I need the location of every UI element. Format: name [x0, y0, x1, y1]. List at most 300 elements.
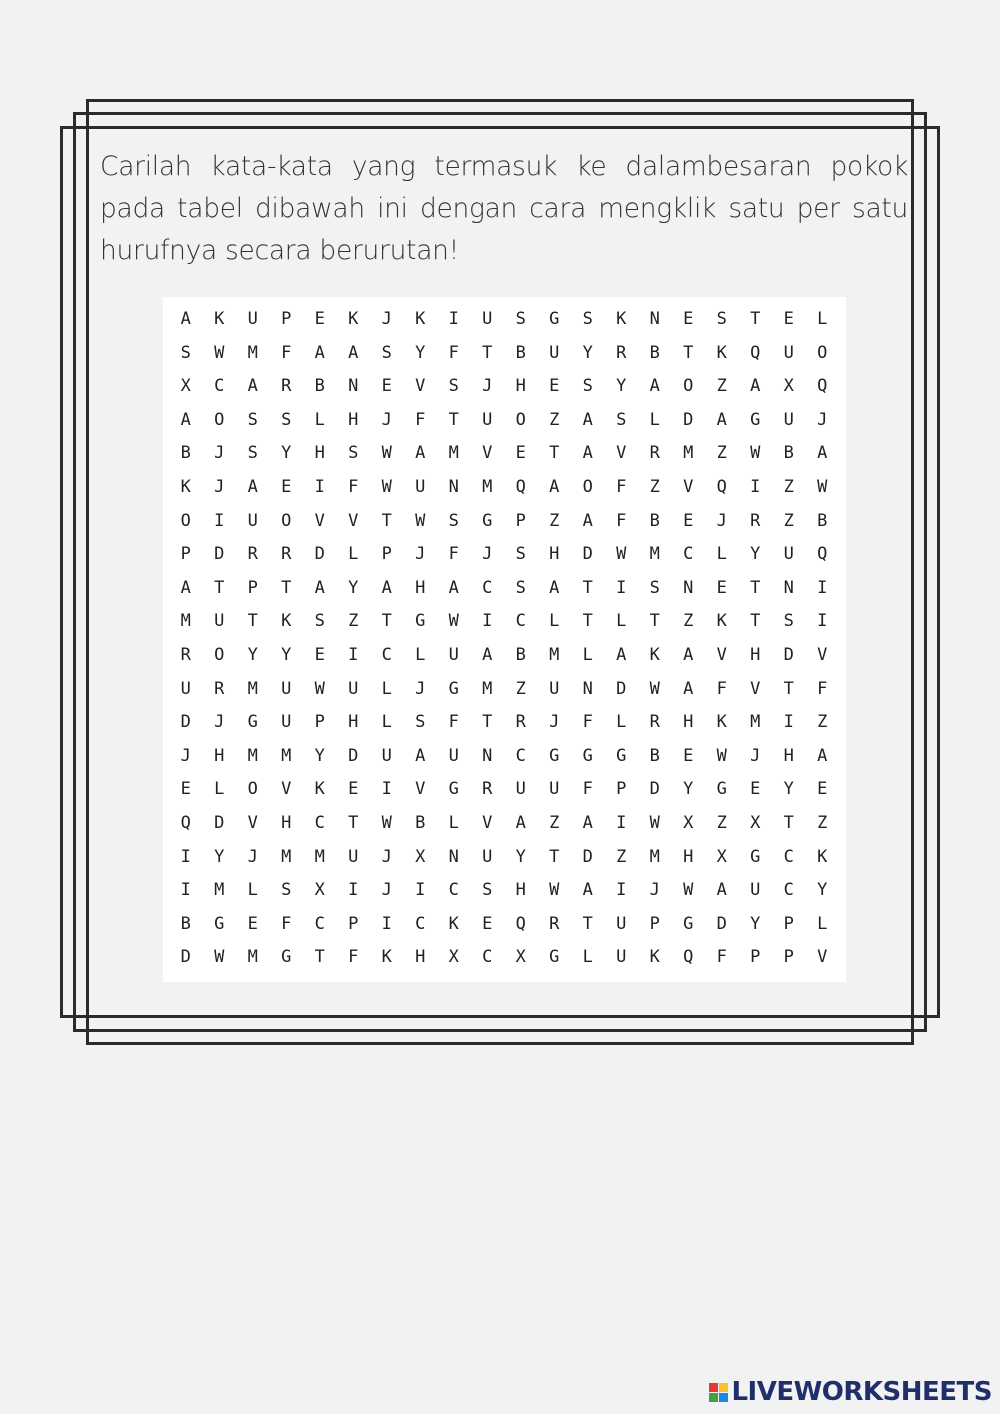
grid-letter-cell[interactable]: M — [214, 880, 225, 901]
grid-letter-cell[interactable]: Z — [348, 611, 359, 632]
grid-letter-cell[interactable]: R — [649, 712, 660, 733]
grid-letter-cell[interactable]: S — [281, 409, 292, 430]
grid-letter-cell[interactable]: U — [281, 712, 292, 733]
grid-letter-cell[interactable]: H — [683, 712, 694, 733]
grid-letter-cell[interactable]: T — [582, 913, 593, 934]
grid-letter-cell[interactable]: P — [381, 544, 392, 565]
grid-letter-cell[interactable]: G — [549, 309, 560, 329]
grid-letter-cell[interactable]: R — [549, 913, 560, 934]
grid-letter-cell[interactable]: K — [649, 947, 660, 968]
grid-letter-cell[interactable]: H — [348, 712, 359, 733]
grid-letter-cell[interactable]: R — [750, 510, 761, 531]
grid-letter-cell[interactable]: D — [180, 947, 191, 968]
grid-letter-cell[interactable]: Q — [817, 376, 828, 397]
grid-letter-cell[interactable]: Z — [716, 443, 727, 464]
grid-letter-cell[interactable]: K — [415, 309, 426, 329]
grid-letter-cell[interactable]: V — [683, 476, 694, 497]
grid-letter-cell[interactable]: F — [348, 947, 359, 968]
grid-letter-cell[interactable]: B — [314, 376, 325, 397]
grid-letter-cell[interactable]: U — [448, 745, 459, 766]
grid-letter-cell[interactable]: T — [281, 577, 292, 598]
grid-letter-cell[interactable]: Z — [817, 712, 828, 733]
grid-letter-cell[interactable]: S — [582, 376, 593, 397]
grid-letter-cell[interactable]: G — [549, 745, 560, 766]
grid-letter-cell[interactable]: V — [482, 443, 493, 464]
grid-letter-cell[interactable]: A — [415, 745, 426, 766]
grid-letter-cell[interactable]: U — [214, 611, 225, 632]
grid-letter-cell[interactable]: W — [381, 812, 392, 833]
grid-letter-cell[interactable]: C — [783, 846, 794, 867]
grid-letter-cell[interactable]: V — [247, 812, 258, 833]
grid-letter-cell[interactable]: C — [381, 644, 392, 665]
grid-letter-cell[interactable]: B — [515, 342, 526, 363]
grid-letter-cell[interactable]: M — [683, 443, 694, 464]
grid-letter-cell[interactable]: U — [783, 544, 794, 565]
grid-letter-cell[interactable]: E — [381, 376, 392, 397]
grid-letter-cell[interactable]: K — [716, 712, 727, 733]
grid-letter-cell[interactable]: L — [549, 611, 560, 632]
grid-letter-cell[interactable]: B — [180, 913, 191, 934]
grid-letter-cell[interactable]: D — [683, 409, 694, 430]
grid-letter-cell[interactable]: V — [817, 947, 828, 968]
grid-letter-cell[interactable]: W — [549, 880, 560, 901]
grid-letter-cell[interactable]: Z — [783, 510, 794, 531]
grid-letter-cell[interactable]: J — [482, 376, 493, 397]
grid-letter-cell[interactable]: U — [549, 678, 560, 699]
grid-letter-cell[interactable]: E — [549, 376, 560, 397]
grid-letter-cell[interactable]: W — [649, 678, 660, 699]
grid-letter-cell[interactable]: H — [783, 745, 794, 766]
grid-letter-cell[interactable]: A — [716, 409, 727, 430]
grid-letter-cell[interactable]: L — [348, 544, 359, 565]
grid-letter-cell[interactable]: A — [180, 309, 191, 329]
grid-letter-cell[interactable]: J — [415, 544, 426, 565]
grid-letter-cell[interactable]: B — [649, 342, 660, 363]
grid-letter-cell[interactable]: V — [415, 376, 426, 397]
grid-letter-cell[interactable]: T — [750, 577, 761, 598]
grid-letter-cell[interactable]: G — [281, 947, 292, 968]
grid-letter-cell[interactable]: S — [448, 376, 459, 397]
grid-letter-cell[interactable]: R — [214, 678, 225, 699]
grid-letter-cell[interactable]: J — [381, 880, 392, 901]
grid-letter-cell[interactable]: J — [381, 846, 392, 867]
grid-letter-cell[interactable]: I — [381, 913, 392, 934]
grid-letter-cell[interactable]: E — [783, 309, 794, 329]
grid-letter-cell[interactable]: Z — [616, 846, 627, 867]
grid-letter-cell[interactable]: C — [683, 544, 694, 565]
grid-letter-cell[interactable]: S — [649, 577, 660, 598]
grid-letter-cell[interactable]: Z — [549, 812, 560, 833]
grid-letter-cell[interactable]: U — [247, 309, 258, 329]
grid-letter-cell[interactable]: E — [314, 644, 325, 665]
grid-letter-cell[interactable]: T — [750, 611, 761, 632]
grid-letter-cell[interactable]: H — [348, 409, 359, 430]
grid-letter-cell[interactable]: L — [214, 779, 225, 800]
grid-letter-cell[interactable]: P — [247, 577, 258, 598]
grid-letter-cell[interactable]: S — [616, 409, 627, 430]
grid-letter-cell[interactable]: V — [750, 678, 761, 699]
grid-letter-cell[interactable]: Y — [515, 846, 526, 867]
grid-letter-cell[interactable]: T — [549, 846, 560, 867]
grid-letter-cell[interactable]: Z — [817, 812, 828, 833]
grid-letter-cell[interactable]: C — [515, 745, 526, 766]
grid-letter-cell[interactable]: L — [415, 644, 426, 665]
grid-letter-cell[interactable]: T — [582, 611, 593, 632]
grid-letter-cell[interactable]: K — [180, 476, 191, 497]
grid-letter-cell[interactable]: W — [750, 443, 761, 464]
grid-letter-cell[interactable]: Z — [716, 812, 727, 833]
grid-letter-cell[interactable]: H — [515, 376, 526, 397]
grid-letter-cell[interactable]: U — [482, 846, 493, 867]
grid-letter-cell[interactable]: V — [817, 644, 828, 665]
grid-letter-cell[interactable]: Y — [616, 376, 627, 397]
grid-letter-cell[interactable]: Z — [515, 678, 526, 699]
grid-letter-cell[interactable]: B — [515, 644, 526, 665]
grid-letter-cell[interactable]: J — [214, 443, 225, 464]
grid-letter-cell[interactable]: W — [817, 476, 828, 497]
grid-letter-cell[interactable]: P — [649, 913, 660, 934]
grid-letter-cell[interactable]: U — [549, 342, 560, 363]
grid-letter-cell[interactable]: U — [482, 409, 493, 430]
grid-letter-cell[interactable]: K — [616, 309, 627, 329]
grid-letter-cell[interactable]: T — [214, 577, 225, 598]
grid-letter-cell[interactable]: Y — [783, 779, 794, 800]
grid-letter-cell[interactable]: B — [415, 812, 426, 833]
grid-letter-cell[interactable]: H — [415, 577, 426, 598]
grid-letter-cell[interactable]: E — [348, 779, 359, 800]
grid-letter-cell[interactable]: L — [616, 611, 627, 632]
grid-letter-cell[interactable]: W — [314, 678, 325, 699]
grid-letter-cell[interactable]: L — [582, 644, 593, 665]
grid-letter-cell[interactable]: A — [247, 376, 258, 397]
grid-letter-cell[interactable]: I — [314, 476, 325, 497]
grid-letter-cell[interactable]: A — [750, 376, 761, 397]
grid-letter-cell[interactable]: M — [482, 678, 493, 699]
grid-letter-cell[interactable]: X — [314, 880, 325, 901]
grid-letter-cell[interactable]: B — [649, 745, 660, 766]
grid-letter-cell[interactable]: K — [817, 846, 828, 867]
grid-letter-cell[interactable]: F — [716, 947, 727, 968]
grid-letter-cell[interactable]: S — [515, 577, 526, 598]
grid-letter-cell[interactable]: N — [649, 309, 660, 329]
grid-letter-cell[interactable]: F — [616, 476, 627, 497]
grid-letter-cell[interactable]: A — [817, 443, 828, 464]
grid-letter-cell[interactable]: V — [281, 779, 292, 800]
grid-letter-cell[interactable]: K — [348, 309, 359, 329]
grid-letter-cell[interactable]: L — [381, 678, 392, 699]
grid-letter-cell[interactable]: C — [214, 376, 225, 397]
grid-letter-cell[interactable]: X — [515, 947, 526, 968]
grid-letter-cell[interactable]: M — [482, 476, 493, 497]
grid-letter-cell[interactable]: F — [582, 712, 593, 733]
grid-letter-cell[interactable]: A — [314, 342, 325, 363]
grid-letter-cell[interactable]: D — [348, 745, 359, 766]
grid-letter-cell[interactable]: M — [649, 544, 660, 565]
grid-letter-cell[interactable]: F — [616, 510, 627, 531]
grid-letter-cell[interactable]: U — [348, 678, 359, 699]
grid-letter-cell[interactable]: X — [180, 376, 191, 397]
grid-letter-cell[interactable]: T — [247, 611, 258, 632]
grid-letter-cell[interactable]: F — [415, 409, 426, 430]
grid-letter-cell[interactable]: N — [348, 376, 359, 397]
grid-letter-cell[interactable]: G — [683, 913, 694, 934]
grid-letter-cell[interactable]: H — [214, 745, 225, 766]
grid-letter-cell[interactable]: K — [448, 913, 459, 934]
grid-letter-cell[interactable]: D — [716, 913, 727, 934]
grid-letter-cell[interactable]: I — [180, 846, 191, 867]
grid-letter-cell[interactable]: G — [616, 745, 627, 766]
grid-letter-cell[interactable]: Z — [649, 476, 660, 497]
grid-letter-cell[interactable]: W — [415, 510, 426, 531]
grid-letter-cell[interactable]: U — [549, 779, 560, 800]
grid-letter-cell[interactable]: E — [515, 443, 526, 464]
grid-letter-cell[interactable]: G — [750, 409, 761, 430]
grid-letter-cell[interactable]: S — [314, 611, 325, 632]
grid-letter-cell[interactable]: A — [582, 443, 593, 464]
grid-letter-cell[interactable]: R — [649, 443, 660, 464]
grid-letter-cell[interactable]: I — [817, 577, 828, 598]
grid-letter-cell[interactable]: R — [616, 342, 627, 363]
grid-letter-cell[interactable]: C — [515, 611, 526, 632]
grid-letter-cell[interactable]: I — [381, 779, 392, 800]
grid-letter-cell[interactable]: E — [683, 745, 694, 766]
grid-letter-cell[interactable]: E — [281, 476, 292, 497]
grid-letter-cell[interactable]: R — [482, 779, 493, 800]
grid-letter-cell[interactable]: S — [180, 342, 191, 363]
grid-letter-cell[interactable]: I — [415, 880, 426, 901]
grid-letter-cell[interactable]: R — [247, 544, 258, 565]
grid-letter-cell[interactable]: M — [281, 846, 292, 867]
grid-letter-cell[interactable]: S — [515, 544, 526, 565]
grid-letter-cell[interactable]: S — [783, 611, 794, 632]
grid-letter-cell[interactable]: A — [549, 577, 560, 598]
grid-letter-cell[interactable]: U — [616, 913, 627, 934]
grid-letter-cell[interactable]: X — [716, 846, 727, 867]
grid-letter-cell[interactable]: I — [817, 611, 828, 632]
grid-letter-cell[interactable]: G — [716, 779, 727, 800]
grid-letter-cell[interactable]: Z — [716, 376, 727, 397]
grid-letter-cell[interactable]: R — [180, 644, 191, 665]
grid-letter-cell[interactable]: G — [214, 913, 225, 934]
grid-letter-cell[interactable]: H — [314, 443, 325, 464]
grid-letter-cell[interactable]: I — [448, 309, 459, 329]
grid-letter-cell[interactable]: A — [683, 644, 694, 665]
grid-letter-cell[interactable]: M — [649, 846, 660, 867]
grid-letter-cell[interactable]: I — [482, 611, 493, 632]
grid-letter-cell[interactable]: C — [314, 913, 325, 934]
grid-letter-cell[interactable]: L — [582, 947, 593, 968]
grid-letter-cell[interactable]: P — [515, 510, 526, 531]
grid-letter-cell[interactable]: M — [750, 712, 761, 733]
grid-letter-cell[interactable]: J — [214, 712, 225, 733]
grid-letter-cell[interactable]: X — [783, 376, 794, 397]
grid-letter-cell[interactable]: G — [247, 712, 258, 733]
grid-letter-cell[interactable]: A — [683, 678, 694, 699]
grid-letter-cell[interactable]: J — [180, 745, 191, 766]
grid-letter-cell[interactable]: Y — [314, 745, 325, 766]
grid-letter-cell[interactable]: D — [180, 712, 191, 733]
grid-letter-cell[interactable]: G — [448, 678, 459, 699]
grid-letter-cell[interactable]: E — [247, 913, 258, 934]
grid-letter-cell[interactable]: Q — [180, 812, 191, 833]
grid-letter-cell[interactable]: A — [649, 376, 660, 397]
grid-letter-cell[interactable]: D — [616, 678, 627, 699]
grid-letter-cell[interactable]: L — [247, 880, 258, 901]
grid-letter-cell[interactable]: A — [549, 476, 560, 497]
grid-letter-cell[interactable]: E — [716, 577, 727, 598]
grid-letter-cell[interactable]: K — [281, 611, 292, 632]
grid-letter-cell[interactable]: Z — [683, 611, 694, 632]
grid-letter-cell[interactable]: O — [515, 409, 526, 430]
grid-letter-cell[interactable]: T — [783, 812, 794, 833]
grid-letter-cell[interactable]: P — [783, 947, 794, 968]
grid-letter-cell[interactable]: H — [415, 947, 426, 968]
grid-letter-cell[interactable]: W — [683, 880, 694, 901]
grid-letter-cell[interactable]: O — [281, 510, 292, 531]
grid-letter-cell[interactable]: S — [415, 712, 426, 733]
grid-letter-cell[interactable]: I — [348, 880, 359, 901]
grid-letter-cell[interactable]: F — [448, 712, 459, 733]
grid-letter-cell[interactable]: I — [616, 812, 627, 833]
grid-letter-cell[interactable]: O — [214, 644, 225, 665]
grid-letter-cell[interactable]: U — [448, 644, 459, 665]
grid-letter-cell[interactable]: D — [214, 544, 225, 565]
grid-letter-cell[interactable]: A — [616, 644, 627, 665]
grid-letter-cell[interactable]: A — [348, 342, 359, 363]
grid-letter-cell[interactable]: J — [549, 712, 560, 733]
grid-letter-cell[interactable]: Z — [549, 510, 560, 531]
grid-letter-cell[interactable]: N — [683, 577, 694, 598]
grid-letter-cell[interactable]: A — [582, 510, 593, 531]
grid-letter-cell[interactable]: W — [649, 812, 660, 833]
grid-letter-cell[interactable]: U — [515, 779, 526, 800]
grid-letter-cell[interactable]: A — [448, 577, 459, 598]
grid-letter-cell[interactable]: I — [180, 880, 191, 901]
grid-letter-cell[interactable]: Y — [281, 644, 292, 665]
grid-letter-cell[interactable]: H — [549, 544, 560, 565]
grid-letter-cell[interactable]: C — [314, 812, 325, 833]
grid-letter-cell[interactable]: F — [582, 779, 593, 800]
grid-letter-cell[interactable]: J — [381, 409, 392, 430]
grid-letter-cell[interactable]: H — [683, 846, 694, 867]
grid-letter-cell[interactable]: N — [783, 577, 794, 598]
grid-letter-cell[interactable]: T — [482, 342, 493, 363]
grid-letter-cell[interactable]: Y — [214, 846, 225, 867]
grid-letter-cell[interactable]: Y — [247, 644, 258, 665]
grid-letter-cell[interactable]: G — [448, 779, 459, 800]
grid-letter-cell[interactable]: A — [515, 812, 526, 833]
grid-letter-cell[interactable]: I — [750, 476, 761, 497]
grid-letter-cell[interactable]: S — [448, 510, 459, 531]
grid-letter-cell[interactable]: A — [482, 644, 493, 665]
grid-letter-cell[interactable]: U — [281, 678, 292, 699]
grid-letter-cell[interactable]: W — [448, 611, 459, 632]
grid-letter-cell[interactable]: O — [247, 779, 258, 800]
grid-letter-cell[interactable]: A — [582, 409, 593, 430]
grid-letter-cell[interactable]: L — [314, 409, 325, 430]
grid-letter-cell[interactable]: V — [616, 443, 627, 464]
grid-letter-cell[interactable]: C — [482, 947, 493, 968]
grid-letter-cell[interactable]: Y — [348, 577, 359, 598]
grid-letter-cell[interactable]: I — [214, 510, 225, 531]
grid-letter-cell[interactable]: D — [582, 544, 593, 565]
grid-letter-cell[interactable]: G — [582, 745, 593, 766]
grid-letter-cell[interactable]: D — [314, 544, 325, 565]
grid-letter-cell[interactable]: E — [750, 779, 761, 800]
grid-letter-cell[interactable]: J — [381, 309, 392, 329]
grid-letter-cell[interactable]: K — [716, 342, 727, 363]
grid-letter-cell[interactable]: U — [381, 745, 392, 766]
grid-letter-cell[interactable]: T — [750, 309, 761, 329]
grid-letter-cell[interactable]: T — [549, 443, 560, 464]
grid-letter-cell[interactable]: M — [549, 644, 560, 665]
grid-letter-cell[interactable]: A — [381, 577, 392, 598]
grid-letter-cell[interactable]: X — [750, 812, 761, 833]
grid-letter-cell[interactable]: M — [314, 846, 325, 867]
grid-letter-cell[interactable]: L — [381, 712, 392, 733]
grid-letter-cell[interactable]: V — [716, 644, 727, 665]
grid-letter-cell[interactable]: Q — [683, 947, 694, 968]
grid-letter-cell[interactable]: S — [281, 880, 292, 901]
grid-letter-cell[interactable]: M — [180, 611, 191, 632]
grid-letter-cell[interactable]: T — [381, 510, 392, 531]
grid-letter-cell[interactable]: J — [482, 544, 493, 565]
grid-letter-cell[interactable]: U — [783, 409, 794, 430]
grid-letter-cell[interactable]: J — [415, 678, 426, 699]
grid-letter-cell[interactable]: B — [817, 510, 828, 531]
grid-letter-cell[interactable]: S — [247, 409, 258, 430]
grid-letter-cell[interactable]: P — [750, 947, 761, 968]
grid-letter-cell[interactable]: A — [180, 409, 191, 430]
grid-letter-cell[interactable]: A — [180, 577, 191, 598]
grid-letter-cell[interactable]: T — [482, 712, 493, 733]
grid-letter-cell[interactable]: K — [716, 611, 727, 632]
grid-letter-cell[interactable]: W — [381, 476, 392, 497]
grid-letter-cell[interactable]: E — [180, 779, 191, 800]
grid-letter-cell[interactable]: K — [314, 779, 325, 800]
grid-letter-cell[interactable]: A — [716, 880, 727, 901]
grid-letter-cell[interactable]: T — [314, 947, 325, 968]
grid-letter-cell[interactable]: F — [817, 678, 828, 699]
grid-letter-cell[interactable]: S — [381, 342, 392, 363]
grid-letter-cell[interactable]: D — [214, 812, 225, 833]
grid-letter-cell[interactable]: J — [750, 745, 761, 766]
grid-letter-cell[interactable]: X — [683, 812, 694, 833]
grid-letter-cell[interactable]: R — [281, 544, 292, 565]
grid-letter-cell[interactable]: I — [348, 644, 359, 665]
grid-letter-cell[interactable]: U — [750, 880, 761, 901]
grid-letter-cell[interactable]: O — [214, 409, 225, 430]
grid-letter-cell[interactable]: V — [415, 779, 426, 800]
grid-letter-cell[interactable]: W — [716, 745, 727, 766]
grid-letter-cell[interactable]: W — [214, 947, 225, 968]
grid-letter-cell[interactable]: T — [683, 342, 694, 363]
grid-letter-cell[interactable]: D — [783, 644, 794, 665]
grid-letter-cell[interactable]: H — [515, 880, 526, 901]
grid-letter-cell[interactable]: A — [582, 880, 593, 901]
grid-letter-cell[interactable]: G — [415, 611, 426, 632]
grid-letter-cell[interactable]: B — [783, 443, 794, 464]
grid-letter-cell[interactable]: Z — [783, 476, 794, 497]
grid-letter-cell[interactable]: V — [348, 510, 359, 531]
grid-letter-cell[interactable]: T — [448, 409, 459, 430]
grid-letter-cell[interactable]: J — [716, 510, 727, 531]
grid-letter-cell[interactable]: O — [683, 376, 694, 397]
grid-letter-cell[interactable]: F — [281, 913, 292, 934]
grid-letter-cell[interactable]: T — [381, 611, 392, 632]
grid-letter-cell[interactable]: Q — [515, 913, 526, 934]
grid-letter-cell[interactable]: S — [716, 309, 727, 329]
